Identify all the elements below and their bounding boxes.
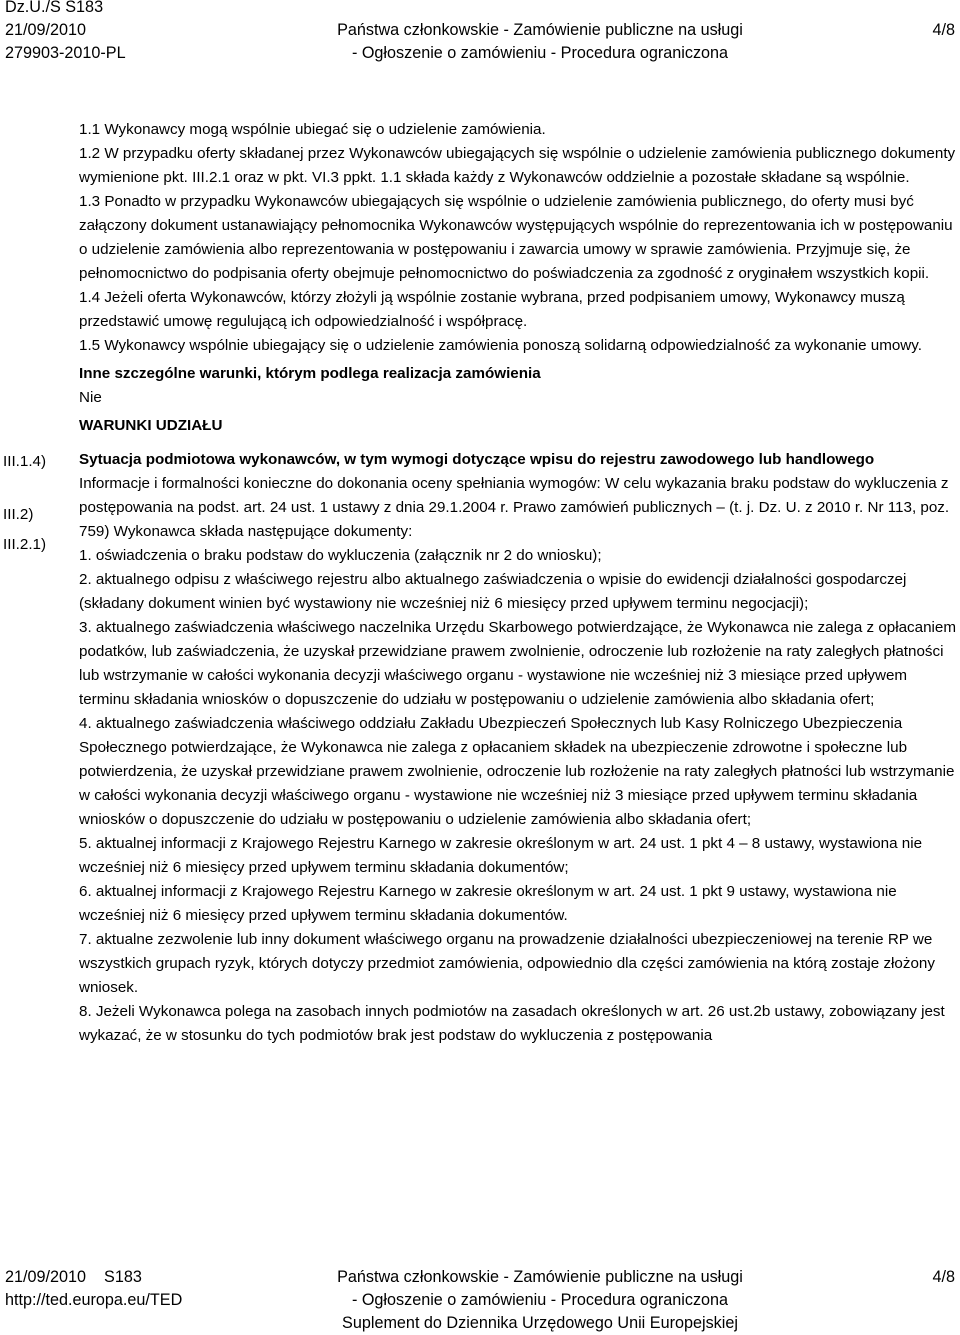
paragraph-1-2: 1.2 W przypadku oferty składanej przez Wykonawców ubiegających się wspólnie o udzielenie zamówienia publicznego dokumenty wymienione pkt. III.2.1 oraz w pkt. VI.3 ppkt. 1.1 składa każdy z Wykonawców oddzielnie a pozostałe składane są wspólnie. xyxy=(79,145,956,186)
list-item-5: 5. aktualnej informacji z Krajowego Rejestru Karnego w zakresie określonym w art. 24 ust. 1 pkt 4 – 8 ustawy, wystawiona nie wcześniej niż 6 miesięcy przed upływem terminu składania dokumentów; xyxy=(79,835,923,876)
footer-left xyxy=(5,1266,182,1312)
section-number-iii-1-4: III.1.4) xyxy=(3,453,47,470)
header-left xyxy=(5,0,126,65)
paragraph-1-3: 1.3 Ponadto w przypadku Wykonawców ubiegających się wspólnie o udzielenie zamówienia publicznego, do oferty musi być załączony dokument ustanawiający pełnomocnika Wykonawców występujących wspólnie do reprezentowania ich w postępowaniu o udzielenie zamówienia albo reprezentowania w postępowaniu i zawarcia umowy w sprawie zamówienia. Przyjmuje się, że pełnomocnictwo do podpisania oferty obejmuje pełnomocnictwo do poświadczenia za zgodność z oryginałem wszystkich kopii. xyxy=(79,193,953,282)
header-date: 21/09/2010 xyxy=(5,21,87,39)
header-page-number: 4/8 xyxy=(932,21,955,39)
footer-series: S183 xyxy=(104,1268,142,1286)
heading-other-conditions: Inne szczególne warunki, którym podlega realizacja zamówienia xyxy=(79,365,541,382)
other-conditions-value: Nie xyxy=(79,389,102,406)
list-item-6: 6. aktualnej informacji z Krajowego Rejestru Karnego w zakresie określonym w art. 24 ust. 1 pkt 9 ustawy, wystawiona nie wcześniej niż 6 miesięcy przed upływem terminu składania dokumentów. xyxy=(79,883,897,924)
header-journal: Dz.U./S S183 xyxy=(5,0,104,16)
list-item-7: 7. aktualne zezwolenie lub inny dokument właściwego organu na prowadzenie działalności ubezpieczeniowej na terenie RP we wszystkich grupach ryzyk, których dotyczy przedmiot zamówienia, odpowiednio dla części zamówienia na którą zostaje złożony wniosek. xyxy=(79,931,935,996)
page-footer xyxy=(0,1266,960,1334)
paragraph-1-5: 1.5 Wykonawcy wspólnie ubiegający się o udzielenie zamówienia ponoszą solidarną odpowiedzialność za wykonanie umowy. xyxy=(79,337,922,354)
list-item-4: 4. aktualnego zaświadczenia właściwego oddziału Zakładu Ubezpieczeń Społecznych lub Kasy Rolniczego Ubezpieczenia Społecznego potwierdzające, że Wykonawca nie zalega z opłacaniem składek na ubezpieczenie zdrowotne i społeczne lub potwierdzenia, że uzyskał przewidziane prawem zwolnienie, odroczenie lub rozłożenie na raty zaległych płatności lub wstrzymanie w całości wykonania decyzji właściwego organu - wystawione nie wcześniej niż 3 miesiące przed upływem terminu składania wniosków o dopuszczenie do udziału w postępowaniu o udzielenie zamówienia albo składania ofert; xyxy=(79,715,955,828)
header-title xyxy=(310,19,770,65)
list-item-1: 1. oświadczenia o braku podstaw do wykluczenia (załącznik nr 2 do wniosku); xyxy=(79,547,602,564)
footer-url[interactable]: http://ted.europa.eu/TED xyxy=(5,1291,183,1309)
document-body xyxy=(79,118,957,1048)
heading-contractor-situation: Sytuacja podmiotowa wykonawców, w tym wymogi dotyczące wpisu do rejestru zawodowego lub handlowego xyxy=(79,451,875,468)
list-item-2: 2. aktualnego odpisu z właściwego rejestru albo aktualnego zaświadczenia o wpisie do ewidencji działalności gospodarczej (składany dokument winien być wystawiony nie wcześniej niż 6 miesięcy przed upływem terminu negocjacji); xyxy=(79,571,907,612)
requirements-intro: Informacje i formalności konieczne do dokonania oceny spełniania wymogów: W celu wykazania braku podstaw do wykluczenia z postępowania na podst. art. 24 ust. 1 ustawy z dnia 29.1.2004 r. Prawo zamówień publicznych – (t. j. Dz. U. z 2010 r. Nr 113, poz. 759) Wykonawca składa następujące dokumenty: xyxy=(79,475,950,540)
list-item-3: 3. aktualnego zaświadczenia właściwego naczelnika Urzędu Skarbowego potwierdzające, że Wykonawca nie zalega z opłacaniem podatków, lub zaświadczenia, że uzyskał przewidziane prawem zwolnienie, odroczenie lub rozłożenie na raty zaległych płatności lub wstrzymanie w całości wykonania decyzji właściwego organu - wystawione nie wcześniej niż 3 miesiące przed upływem terminu składania wniosków o dopuszczenie do udziału w postępowaniu o udzielenie zamówienia albo składania ofert; xyxy=(79,619,957,708)
page-header xyxy=(0,0,960,70)
heading-participation-conditions: WARUNKI UDZIAŁU xyxy=(79,417,223,434)
footer-title xyxy=(295,1266,785,1335)
footer-title-line2: - Ogłoszenie o zamówieniu - Procedura ograniczona xyxy=(351,1291,729,1309)
footer-title-line1: Państwa członkowskie - Zamówienie publiczne na usługi xyxy=(337,1268,743,1286)
footer-page-number: 4/8 xyxy=(932,1268,955,1286)
footer-date: 21/09/2010 xyxy=(5,1268,87,1286)
footer-title-line3: Suplement do Dziennika Urzędowego Unii Europejskiej xyxy=(342,1314,738,1332)
list-item-8: 8. Jeżeli Wykonawca polega na zasobach innych podmiotów na zasadach określonych w art. 26 ust.2b ustawy, zobowiązany jest wykazać, że w stosunku do tych podmiotów brak jest podstaw do wykluczenia z postępowania xyxy=(79,1003,945,1044)
header-ref: 279903-2010-PL xyxy=(5,44,126,62)
section-number-iii-2-1: III.2.1) xyxy=(3,536,47,553)
paragraph-1-4: 1.4 Jeżeli oferta Wykonawców, którzy złożyli ją wspólnie zostanie wybrana, przed podpisaniem umowy, Wykonawcy muszą przedstawić umowę regulującą ich odpowiedzialność i współpracę. xyxy=(79,289,905,330)
header-title-line1: Państwa członkowskie - Zamówienie publiczne na usługi xyxy=(337,21,743,39)
paragraph-1-1: 1.1 Wykonawcy mogą wspólnie ubiegać się o udzielenie zamówienia. xyxy=(79,121,546,138)
header-title-line2: - Ogłoszenie o zamówieniu - Procedura ograniczona xyxy=(351,44,729,62)
section-number-iii-2: III.2) xyxy=(3,506,34,523)
